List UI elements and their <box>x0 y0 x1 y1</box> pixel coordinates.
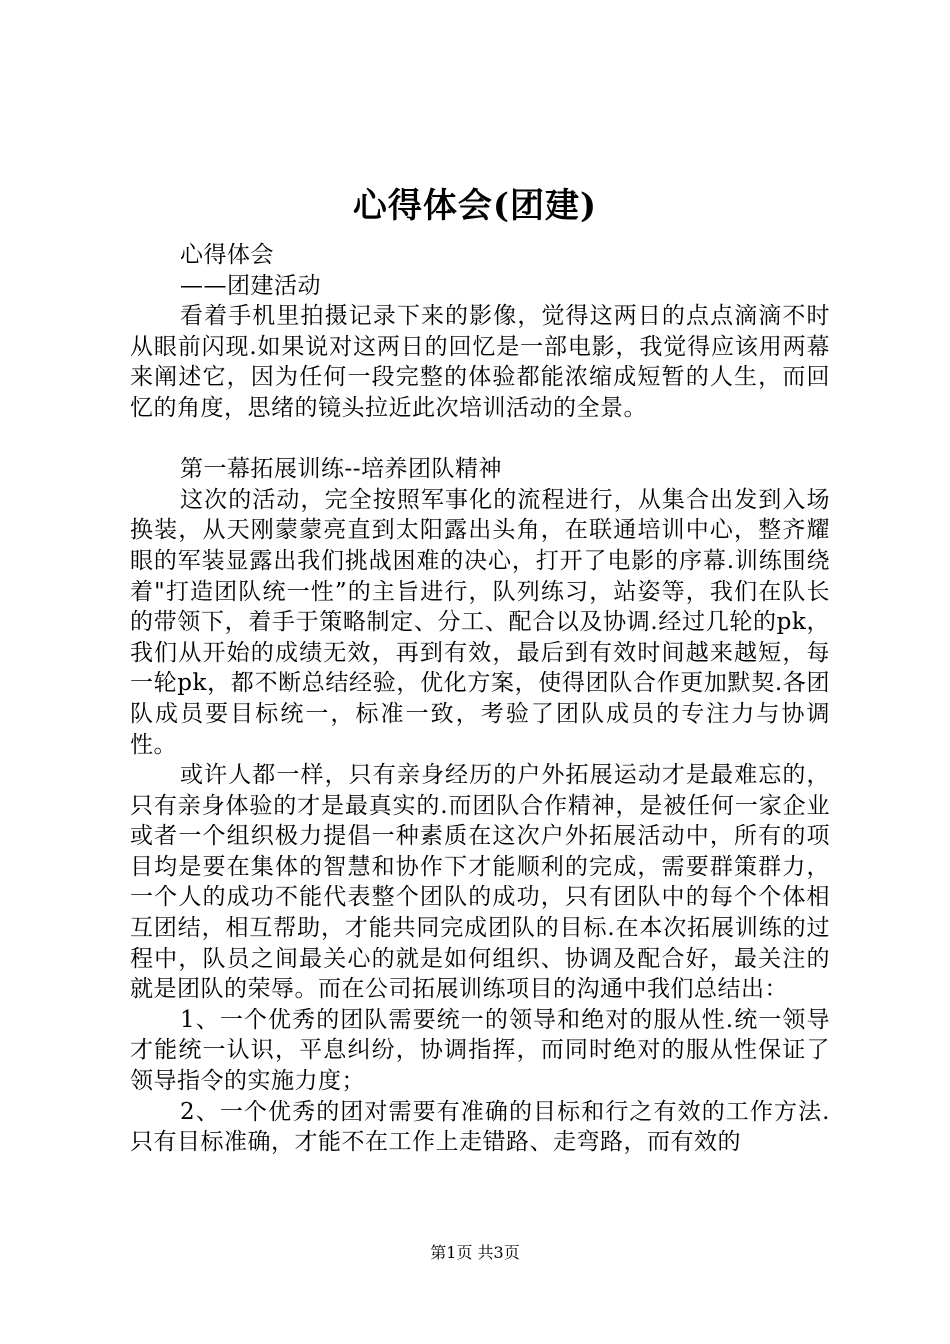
paragraph-subheading: ——团建活动 <box>180 272 321 299</box>
list-item-1: 1、一个优秀的团队需要统一的领导和绝对的服从性.统一领导才能统一认识，平息纠纷，协调指挥，而同时绝对的服从性保证了领导指令的实施力度； <box>130 1006 830 1095</box>
section-heading: 第一幕拓展训练--培养团队精神 <box>180 456 503 483</box>
paragraph-heading: 心得体会 <box>180 242 274 268</box>
paragraph-training: 这次的活动，完全按照军事化的流程进行，从集合出发到入场换装，从天刚蒙蒙亮直到太阳露出头角，在联通培训中心，整齐耀眼的军装显露出我们挑战困难的决心，打开了电影的序幕.训练围绕着"打造团队统一性”的主旨进行，队列练习，站姿等，我们在队长的带领下，着手于策略制定、分工、配合以及协调.经过几轮的pk，我们从开始的成绩无效，再到有效，最后到有效时间越来越短，每一轮pk，都不断总结经验，优化方案，使得团队合作更加默契.各团队成员要目标统一，标准一致，考验了团队成员的专注力与协调性。 <box>130 486 830 758</box>
page-footer: 第1页 共3页 <box>430 1243 520 1262</box>
document-body <box>130 240 830 1158</box>
list-item-2: 2、一个优秀的团对需要有准确的目标和行之有效的工作方法.只有目标准确，才能不在工作上走错路、走弯路，而有效的 <box>130 1098 830 1156</box>
paragraph-teamwork: 或许人都一样，只有亲身经历的户外拓展运动才是最难忘的，只有亲身体验的才是最真实的.而团队合作精神，是被任何一家企业或者一个组织极力提倡一种素质在这次户外拓展活动中，所有的项目均是要在集体的智慧和协作下才能顺利的完成，需要群策群力，一个人的成功不能代表整个团队的成功，只有团队中的每个个体相互团结，相互帮助，才能共同完成团队的目标.在本次拓展训练的过程中，队员之间最关心的就是如何组织、协调及配合好，最关注的就是团队的荣辱。而在公司拓展训练项目的沟通中我们总结出： <box>130 762 830 1003</box>
document-title: 心得体会(团建) <box>352 186 598 226</box>
paragraph-intro: 看着手机里拍摄记录下来的影像，觉得这两日的点点滴滴不时从眼前闪现.如果说对这两日的回忆是一部电影，我觉得应该用两幕来阐述它，因为任何一段完整的体验都能浓缩成短暂的人生，而回忆的角度，思绪的镜头拉近此次培训活动的全景。 <box>130 303 830 421</box>
